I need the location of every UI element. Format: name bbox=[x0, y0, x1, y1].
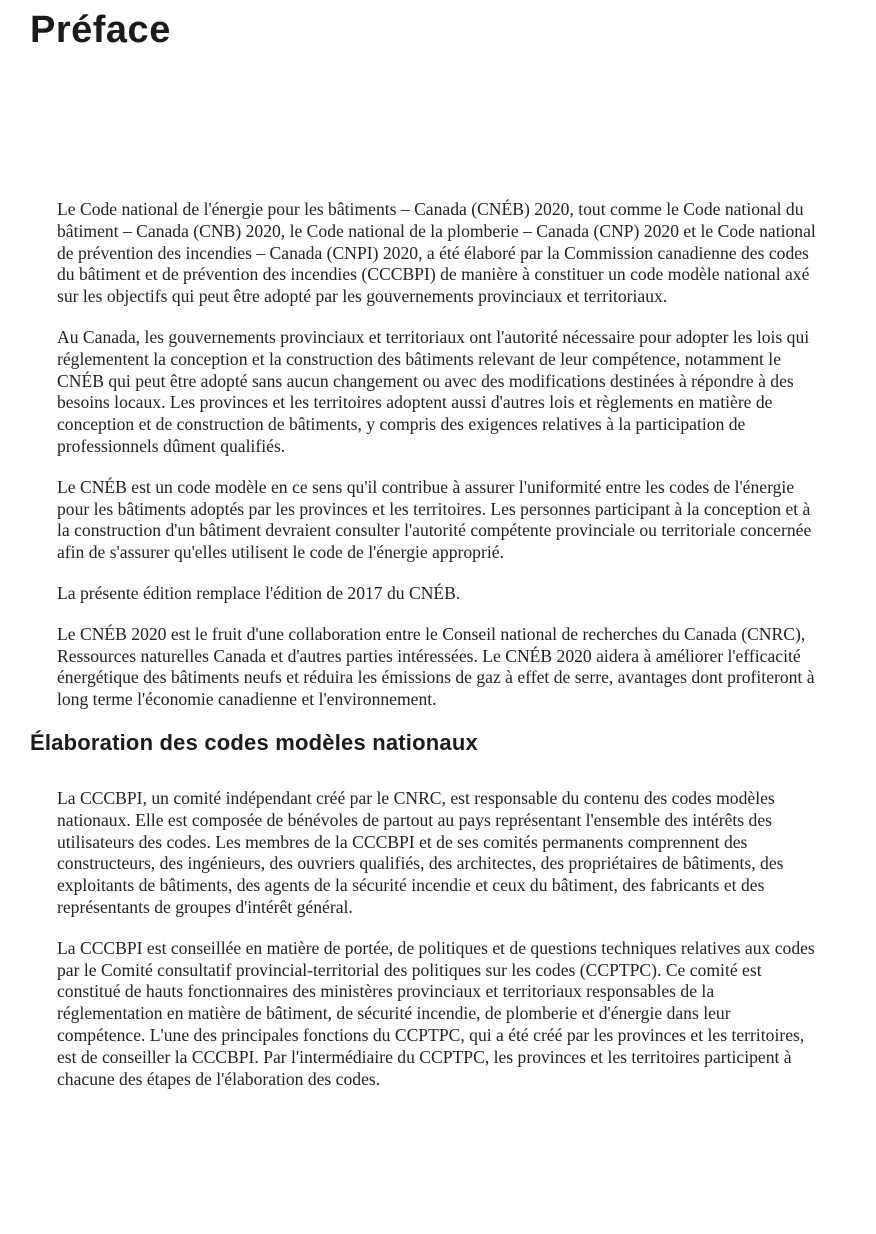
paragraph-ccptpc-advisory: La CCCBPI est conseillée en matière de portée, de politiques et de questions techniques relatives aux codes par le Comité consultatif provincial-territorial des politiques sur les codes (CCPTPC). Ce comité est constitué de hauts fonctionnaires des ministères provinciaux et territoriaux responsables de la réglementation en matière de bâtiment, de sécurité incendie, de plomberie et d'énergie dans leur compétence. L'une des principales fonctions du CCPTPC, qui a été créé par les provinces et les territoires, est de conseiller la CCCBPI. Par l'intermédiaire du CCPTPC, les provinces et les territoires participent à chacune des étapes de l'élaboration des codes. bbox=[57, 937, 815, 1089]
preface-intro-section bbox=[57, 199, 823, 711]
paragraph-edition-replacement: La présente édition remplace l'édition de 2017 du CNÉB. bbox=[57, 582, 461, 603]
paragraph-code-origin: Le Code national de l'énergie pour les bâtiments – Canada (CNÉB) 2020, tout comme le Code national du bâtiment – Canada (CNB) 2020, le Code national de la plomberie – Canada (CNP) 2020 et le Code national de prévention des incendies – Canada (CNPI) 2020, a été élaboré par la Commission canadienne des codes du bâtiment et de prévention des incendies (CCCBPI) de manière à constituer un code modèle national axé sur les objectifs qui peut être adopté par les gouvernements provinciaux et territoriaux. bbox=[57, 199, 816, 307]
paragraph-provincial-authority: Au Canada, les gouvernements provinciaux et territoriaux ont l'autorité nécessaire pour adopter les lois qui réglementent la conception et la construction des bâtiments relevant de leur compétence, notamment le CNÉB qui peut être adopté sans aucun changement ou avec des modifications destinées à répondre à des besoins locaux. Les provinces et les territoires adoptent aussi d'autres lois et règlements en matière de conception et de construction de bâtiments, y compris des exigences relatives à la participation de professionnels dûment qualifiés. bbox=[57, 326, 810, 456]
codes-development-section bbox=[57, 788, 823, 1090]
page-title: Préface bbox=[30, 9, 171, 51]
paragraph-collaboration: Le CNÉB 2020 est le fruit d'une collaboration entre le Conseil national de recherches du Canada (CNRC), Ressources naturelles Canada et d'autres parties intéressées. Le CNÉB 2020 aidera à améliorer l'efficacité énergétique des bâtiments neufs et réduira les émissions de gaz à effet de serre, avantages dont profiteront à long terme l'économie canadienne et l'environnement. bbox=[57, 623, 815, 710]
paragraph-model-code-uniformity: Le CNÉB est un code modèle en ce sens qu'il contribue à assurer l'uniformité entre les codes de l'énergie pour les bâtiments adoptés par les provinces et les territoires. Les personnes participant à la conception et à la construction d'un bâtiment devraient consulter l'autorité compétente provinciale ou territoriale concernée afin de s'assurer qu'elles utilisent le code de l'énergie approprié. bbox=[57, 476, 812, 563]
section-heading-elaboration-codes: Élaboration des codes modèles nationaux bbox=[30, 729, 478, 755]
paragraph-cccbpi-composition: La CCCBPI, un comité indépendant créé par le CNRC, est responsable du contenu des codes modèles nationaux. Elle est composée de bénévoles de partout au pays représentant l'ensemble des intérêts des utilisateurs des codes. Les membres de la CCCBPI et de ses comités permanents comprennent des constructeurs, des ingénieurs, des ouvriers qualifiés, des architectes, des propriétaires de bâtiments, des exploitants de bâtiments, des agents de la sécurité incendie et ceux du bâtiment, des fabricants et des représentants de groupes d'intérêt général. bbox=[57, 787, 784, 917]
